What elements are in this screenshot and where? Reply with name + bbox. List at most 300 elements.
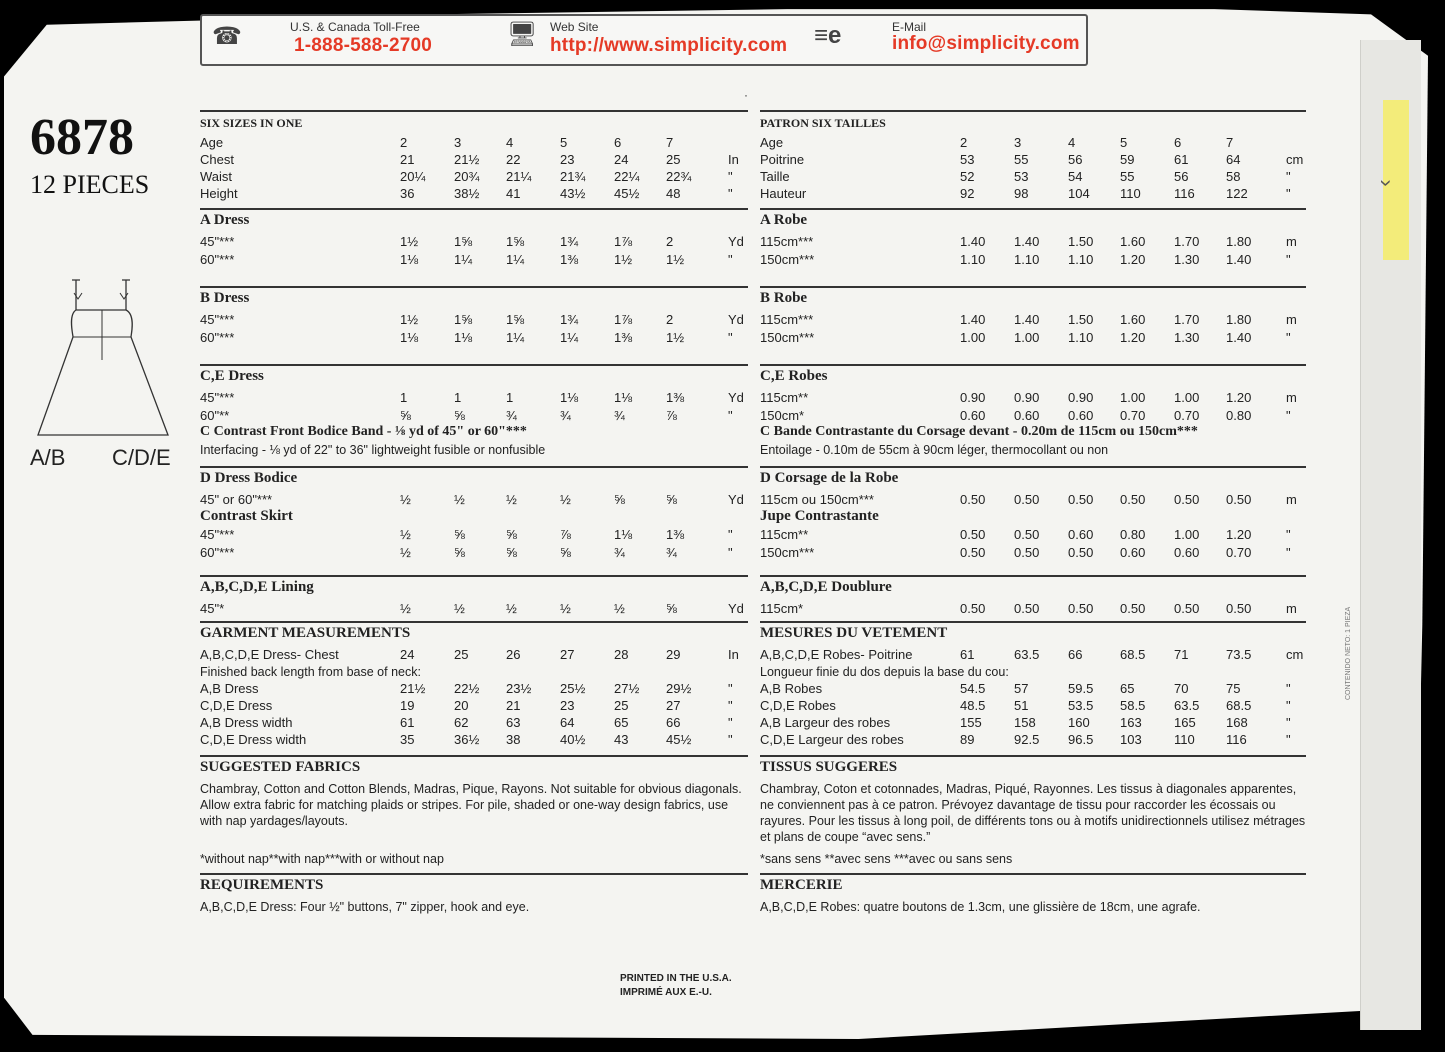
size-value: 68.5 — [1120, 647, 1146, 662]
size-value: ½ — [506, 492, 517, 507]
size-value: 25½ — [560, 681, 586, 696]
size-value: 43 — [614, 732, 629, 747]
size-value: 2 — [666, 234, 674, 249]
size-value: ½ — [400, 601, 411, 616]
garment-title: GARMENT MEASUREMENTS — [200, 625, 411, 641]
fabrics-text: Chambray, Coton et cotonnades, Madras, Piqué, Rayonnes. Les tissus à diagonales apparentes, ne conviennent pas à ce patron. Prévoyez davantage de tissu pour raccorder les écossais ou rayures. Pour les tissus à long poil, de différents tons ou à motifs unidirectionnels utilisez métrages et plans de coupe “avec sens.” — [760, 782, 1306, 844]
size-value: 1.80 — [1226, 234, 1252, 249]
size-value: ⅝ — [506, 545, 517, 560]
unit-label: m — [1286, 601, 1297, 616]
size-value: 22½ — [454, 681, 480, 696]
size-value: 122 — [1226, 186, 1248, 201]
unit-label: " — [1286, 252, 1291, 267]
row-label: A,B Robes — [760, 681, 823, 696]
size-value: 7 — [666, 135, 674, 150]
row-label: 115cm* — [760, 601, 804, 616]
size-value: 24 — [400, 647, 415, 662]
size-value: 1½ — [400, 234, 419, 249]
row-label: 45"*** — [200, 234, 235, 249]
unit-label: " — [728, 732, 733, 747]
size-value: 0.50 — [960, 545, 986, 560]
size-value: 1.60 — [1120, 234, 1146, 249]
unit-label: " — [1286, 186, 1291, 201]
unit-label: " — [1286, 732, 1291, 747]
size-value: 73.5 — [1226, 647, 1252, 662]
size-value: 20¼ — [400, 169, 426, 184]
section-rule — [760, 110, 1306, 112]
size-value: 25 — [454, 647, 469, 662]
computer-icon: 🖥 — [507, 21, 538, 48]
table-row — [760, 527, 1306, 543]
size-value: 61 — [400, 715, 415, 730]
size-value: 0.50 — [1068, 545, 1094, 560]
row-label: C,D,E Dress — [200, 698, 273, 713]
size-value: 1⅛ — [614, 390, 633, 405]
section-rule — [200, 364, 748, 366]
table-row — [760, 312, 1306, 328]
unit-label: " — [1286, 681, 1291, 696]
size-value: 158 — [1014, 715, 1036, 730]
table-row — [760, 152, 1306, 168]
size-value: 1½ — [666, 330, 685, 345]
size-value: ¾ — [560, 408, 571, 423]
size-value: 1½ — [400, 312, 419, 327]
size-value: 1⅛ — [454, 330, 473, 345]
table-row — [760, 252, 1306, 268]
unit-label: Yd — [728, 390, 744, 405]
section-rule — [200, 755, 748, 757]
unit-label: Yd — [728, 312, 744, 327]
table-row — [200, 715, 748, 731]
requirements-title: MERCERIE — [760, 877, 843, 893]
unit-label: " — [728, 527, 733, 542]
size-value: 116 — [1174, 186, 1195, 201]
table-row — [200, 234, 748, 250]
unit-label: " — [728, 330, 733, 345]
size-value: 1⅛ — [614, 527, 633, 542]
table-row — [200, 545, 748, 561]
size-value: 89 — [960, 732, 975, 747]
table-row — [760, 601, 1306, 617]
section-rule — [760, 621, 1306, 623]
size-value: ⅝ — [506, 527, 517, 542]
section-rule — [200, 208, 748, 210]
section-rule — [760, 364, 1306, 366]
side-legal-text: CONTENIDO NETO: 1 PIEZA — [1345, 606, 1352, 700]
size-value: ½ — [454, 492, 465, 507]
size-value: 65 — [1120, 681, 1135, 696]
unit-label: cm — [1286, 152, 1304, 167]
size-value: 57 — [1014, 681, 1029, 696]
size-value: 28 — [614, 647, 629, 662]
fabrics-text: Chambray, Cotton and Cotton Blends, Madras, Pique, Rayons. Not suitable for obvious diagonals. Allow extra fabric for matching plaids or stripes. For pile, shaded or one-way design fabrics, use with nap yardages/layouts. — [200, 782, 742, 828]
section-rule — [200, 286, 748, 288]
table-row — [760, 698, 1306, 714]
size-value: 36 — [400, 186, 415, 201]
size-value: 1.10 — [960, 252, 986, 267]
size-value: 52 — [960, 169, 975, 184]
size-value: 0.50 — [1014, 492, 1040, 507]
pieces-count: 12 PIECES — [30, 170, 150, 199]
unit-label: " — [1286, 698, 1291, 713]
size-value: ⅝ — [666, 492, 677, 507]
unit-label: " — [728, 252, 733, 267]
size-value: 0.50 — [960, 601, 986, 616]
size-value: 1.20 — [1120, 330, 1146, 345]
size-value: 1⅛ — [560, 390, 579, 405]
size-value: 0.50 — [960, 527, 986, 542]
size-value: 64 — [1226, 152, 1241, 167]
size-value: 63 — [506, 715, 521, 730]
size-value: 1½ — [614, 252, 633, 267]
bodice-title: D Dress Bodice — [200, 470, 298, 486]
row-label: 150cm*** — [760, 545, 815, 560]
unit-label: m — [1286, 492, 1297, 507]
nap-note: *sans sens **avec sens ***avec ou sans sens — [760, 852, 1013, 866]
web-label: Web Site — [550, 20, 599, 34]
size-value: 1⅜ — [666, 527, 685, 542]
size-value: 1½ — [666, 252, 685, 267]
size-value: 1.20 — [1226, 527, 1252, 542]
section-title: B Dress — [200, 290, 250, 306]
row-label: 60"*** — [200, 252, 235, 267]
section-rule — [760, 755, 1306, 757]
size-value: ⅝ — [454, 545, 465, 560]
fabrics-title: TISSUS SUGGERES — [760, 759, 898, 775]
size-value: ½ — [454, 601, 465, 616]
size-value: 1¼ — [454, 252, 473, 267]
size-value: ⅞ — [560, 527, 571, 542]
size-value: 1.10 — [1068, 252, 1094, 267]
lining-title: A,B,C,D,E Doublure — [760, 579, 892, 595]
row-label: 60"*** — [200, 330, 235, 345]
size-value: 3 — [1014, 135, 1022, 150]
size-value: 54.5 — [960, 681, 986, 696]
size-value: 55 — [1120, 169, 1135, 184]
size-value: 41 — [506, 186, 521, 201]
table-row — [200, 408, 748, 424]
size-value: 0.50 — [1174, 492, 1200, 507]
size-value: 7 — [1226, 135, 1234, 150]
row-label: 115cm*** — [760, 312, 814, 327]
unit-label: In — [728, 647, 739, 662]
interfacing-note: Interfacing - ⅛ yd of 22" to 36" lightweight fusible or nonfusible — [200, 443, 546, 457]
unit-label: " — [728, 545, 733, 560]
size-value: 1.70 — [1174, 234, 1200, 249]
size-value: 29½ — [666, 681, 692, 696]
unit-label: " — [1286, 715, 1291, 730]
size-value: 104 — [1068, 186, 1090, 201]
row-label: Poitrine — [760, 152, 805, 167]
size-value: 165 — [1174, 715, 1196, 730]
table-row — [200, 492, 748, 508]
table-row — [760, 681, 1306, 697]
size-value: 53 — [960, 152, 975, 167]
size-value: 40½ — [560, 732, 586, 747]
table-row — [200, 152, 748, 168]
bodice-title: D Corsage de la Robe — [760, 470, 899, 486]
telephone-icon: ☎ — [212, 23, 242, 50]
web-link[interactable]: http://www.simplicity.com — [550, 35, 788, 56]
section-rule — [760, 466, 1306, 468]
size-value: ¾ — [614, 545, 625, 560]
row-label: C,D,E Largeur des robes — [760, 732, 904, 747]
skirt-title: Jupe Contrastante — [760, 508, 879, 524]
size-value: 1.50 — [1068, 312, 1094, 327]
size-value: 29 — [666, 647, 681, 662]
garment-back-note: Finished back length from base of neck: — [200, 665, 421, 679]
size-value: 0.60 — [1174, 545, 1200, 560]
unit-label: " — [1286, 330, 1291, 345]
size-value: 103 — [1120, 732, 1142, 747]
row-label: 60"*** — [200, 545, 235, 560]
size-value: 1⅛ — [400, 252, 419, 267]
row-label: C,D,E Dress width — [200, 732, 307, 747]
row-label: Waist — [200, 169, 233, 184]
size-value: 35 — [400, 732, 415, 747]
size-value: 0.50 — [1014, 527, 1040, 542]
row-label: 115cm** — [760, 527, 809, 542]
size-value: 1.40 — [1226, 252, 1252, 267]
size-value: 22¼ — [614, 169, 640, 184]
row-label: Taille — [760, 169, 790, 184]
size-value: 1.80 — [1226, 312, 1252, 327]
size-value: 110 — [1120, 186, 1141, 201]
paper-mark: · — [744, 88, 748, 102]
size-value: ½ — [400, 492, 411, 507]
table-row — [200, 647, 748, 663]
size-value: 59.5 — [1068, 681, 1094, 696]
size-value: 20 — [454, 698, 469, 713]
size-value: 98 — [1014, 186, 1029, 201]
size-value: 1.00 — [1014, 330, 1040, 345]
section-rule — [760, 286, 1306, 288]
size-value: 23½ — [506, 681, 532, 696]
unit-label: " — [1286, 408, 1291, 423]
table-row — [760, 234, 1306, 250]
email-link[interactable]: info@simplicity.com — [892, 33, 1080, 54]
size-value: ⅝ — [400, 408, 411, 423]
size-value: 5 — [560, 135, 568, 150]
size-value: 70 — [1174, 681, 1189, 696]
size-value: 27 — [666, 698, 681, 713]
section-title: C,E Dress — [200, 368, 264, 384]
size-value: 63.5 — [1174, 698, 1200, 713]
size-value: 1⅞ — [614, 234, 633, 249]
size-value: 68.5 — [1226, 698, 1252, 713]
size-value: 21 — [400, 152, 415, 167]
size-value: ¾ — [666, 545, 677, 560]
size-value: 160 — [1068, 715, 1090, 730]
size-value: 20¾ — [454, 169, 480, 184]
table-row — [200, 601, 748, 617]
section-rule — [200, 110, 748, 112]
size-value: ¾ — [614, 408, 625, 423]
table-row — [760, 390, 1306, 406]
section-rule — [200, 873, 748, 875]
row-label: 150cm* — [760, 408, 805, 423]
table-row — [200, 169, 748, 185]
size-value: 0.90 — [960, 390, 986, 405]
printed-line-2: IMPRIMÉ AUX E.-U. — [620, 987, 712, 998]
size-value: 0.70 — [1174, 408, 1200, 423]
size-value: 66 — [666, 715, 681, 730]
table-row — [760, 330, 1306, 346]
row-label: Chest — [200, 152, 234, 167]
size-value: 0.50 — [1014, 601, 1040, 616]
size-value: 54 — [1068, 169, 1083, 184]
size-value: ⅝ — [454, 527, 465, 542]
dress-sketch — [28, 275, 178, 440]
table-row — [760, 186, 1306, 202]
unit-label: " — [1286, 169, 1291, 184]
size-value: 0.50 — [960, 492, 986, 507]
size-value: 1⅜ — [666, 390, 685, 405]
nap-note: *without nap**with nap***with or without nap — [200, 852, 444, 866]
size-value: 1¾ — [560, 312, 579, 327]
size-value: 1.40 — [1226, 330, 1252, 345]
size-value: ⅝ — [560, 545, 571, 560]
contrast-band-note: C Contrast Front Bodice Band - ⅛ yd of 45" or 60"*** — [200, 424, 527, 439]
unit-label: m — [1286, 312, 1297, 327]
phone-number[interactable]: 1-888-588-2700 — [294, 35, 433, 56]
skirt-title: Contrast Skirt — [200, 508, 293, 524]
size-value: 0.50 — [1068, 492, 1094, 507]
row-label: 115cm** — [760, 390, 809, 405]
size-value: 1⅞ — [614, 312, 633, 327]
size-value: 58.5 — [1120, 698, 1146, 713]
contrast-band-note: C Bande Contrastante du Corsage devant - 0.20m de 115cm ou 150cm*** — [760, 424, 1198, 439]
lining-title: A,B,C,D,E Lining — [200, 579, 314, 595]
size-value: 1.70 — [1174, 312, 1200, 327]
size-value: 1⅝ — [506, 312, 525, 327]
pattern-number: 6878 — [30, 109, 134, 166]
section-rule — [200, 621, 748, 623]
size-value: 1.40 — [960, 234, 986, 249]
size-value: 0.50 — [1120, 492, 1146, 507]
row-label: 45" or 60"*** — [200, 492, 273, 507]
unit-label: Yd — [728, 601, 744, 616]
table-row — [760, 492, 1306, 508]
size-value: 71 — [1174, 647, 1189, 662]
size-value: 2 — [400, 135, 408, 150]
size-value: 53 — [1014, 169, 1029, 184]
size-value: 6 — [1174, 135, 1182, 150]
size-value: ½ — [560, 601, 571, 616]
size-value: 1.30 — [1174, 330, 1200, 345]
row-label: A,B,C,D,E Dress- Chest — [200, 647, 339, 662]
email-icon: ≡e — [814, 22, 842, 49]
contact-banner — [200, 14, 1088, 66]
row-label: Age — [760, 135, 784, 150]
printed-line-1: PRINTED IN THE U.S.A. — [620, 973, 732, 984]
size-value: ½ — [400, 527, 411, 542]
size-value: 1⅜ — [560, 252, 579, 267]
table-row — [200, 390, 748, 406]
size-value: ½ — [400, 545, 411, 560]
table-row — [200, 681, 748, 697]
size-value: 1¼ — [506, 330, 525, 345]
garment-back-note: Longueur finie du dos depuis la base du cou: — [760, 665, 1009, 679]
chevron-icon: › — [1374, 179, 1400, 187]
unit-label: m — [1286, 234, 1297, 249]
size-value: 0.70 — [1226, 545, 1252, 560]
email-label: E-Mail — [892, 20, 927, 34]
size-value: 0.80 — [1120, 527, 1146, 542]
table-row — [760, 715, 1306, 731]
size-value: 59 — [1120, 152, 1135, 167]
size-value: 21½ — [400, 681, 426, 696]
size-value: ¾ — [506, 408, 517, 423]
size-value: 25 — [666, 152, 681, 167]
row-label: C,D,E Robes — [760, 698, 836, 713]
size-value: 0.50 — [1068, 601, 1094, 616]
size-value: 1.20 — [1120, 252, 1146, 267]
table-row — [200, 186, 748, 202]
row-label: 45"*** — [200, 527, 235, 542]
unit-label: " — [1286, 527, 1291, 542]
size-value: 53.5 — [1068, 698, 1094, 713]
size-value: 1.00 — [1174, 390, 1200, 405]
requirements-text: A,B,C,D,E Robes: quatre boutons de 1.3cm, une glissière de 18cm, une agrafe. — [760, 900, 1201, 914]
size-value: 21 — [506, 698, 521, 713]
size-value: 48 — [666, 186, 681, 201]
size-value: 4 — [1068, 135, 1076, 150]
size-value: 23 — [560, 698, 575, 713]
unit-label: Yd — [728, 492, 744, 507]
section-rule — [200, 466, 748, 468]
size-value: 0.80 — [1226, 408, 1252, 423]
size-value: 92.5 — [1014, 732, 1040, 747]
section-rule — [200, 575, 748, 577]
size-value: 92 — [960, 186, 975, 201]
section-rule — [760, 208, 1306, 210]
size-value: 0.50 — [1120, 601, 1146, 616]
size-value: 2 — [666, 312, 674, 327]
size-value: 3 — [454, 135, 462, 150]
size-value: 63.5 — [1014, 647, 1040, 662]
size-value: 21½ — [454, 152, 480, 167]
size-value: 1.20 — [1226, 390, 1252, 405]
table-row — [760, 169, 1306, 185]
size-value: 38 — [506, 732, 521, 747]
size-value: 1.30 — [1174, 252, 1200, 267]
size-value: 36½ — [454, 732, 480, 747]
table-row — [200, 312, 748, 328]
row-label: 150cm*** — [760, 330, 815, 345]
size-value: ½ — [560, 492, 571, 507]
table-row — [760, 732, 1306, 748]
size-value: 1¼ — [560, 330, 579, 345]
size-value: 0.60 — [1068, 408, 1094, 423]
fabrics-title: SUGGESTED FABRICS — [200, 759, 361, 775]
size-value: 116 — [1226, 732, 1247, 747]
size-value: 27 — [560, 647, 575, 662]
size-value: 22 — [506, 152, 521, 167]
size-value: 168 — [1226, 715, 1248, 730]
size-value: 0.60 — [1014, 408, 1040, 423]
size-value: 23 — [560, 152, 575, 167]
size-value: 0.50 — [1174, 601, 1200, 616]
size-value: 1 — [400, 390, 408, 405]
size-value: 1⅛ — [400, 330, 419, 345]
row-label: 60"** — [200, 408, 230, 423]
size-value: 0.50 — [1226, 601, 1252, 616]
table-row — [760, 408, 1306, 424]
size-value: 1⅝ — [454, 312, 473, 327]
size-value: 0.90 — [1068, 390, 1094, 405]
unit-label: m — [1286, 390, 1297, 405]
